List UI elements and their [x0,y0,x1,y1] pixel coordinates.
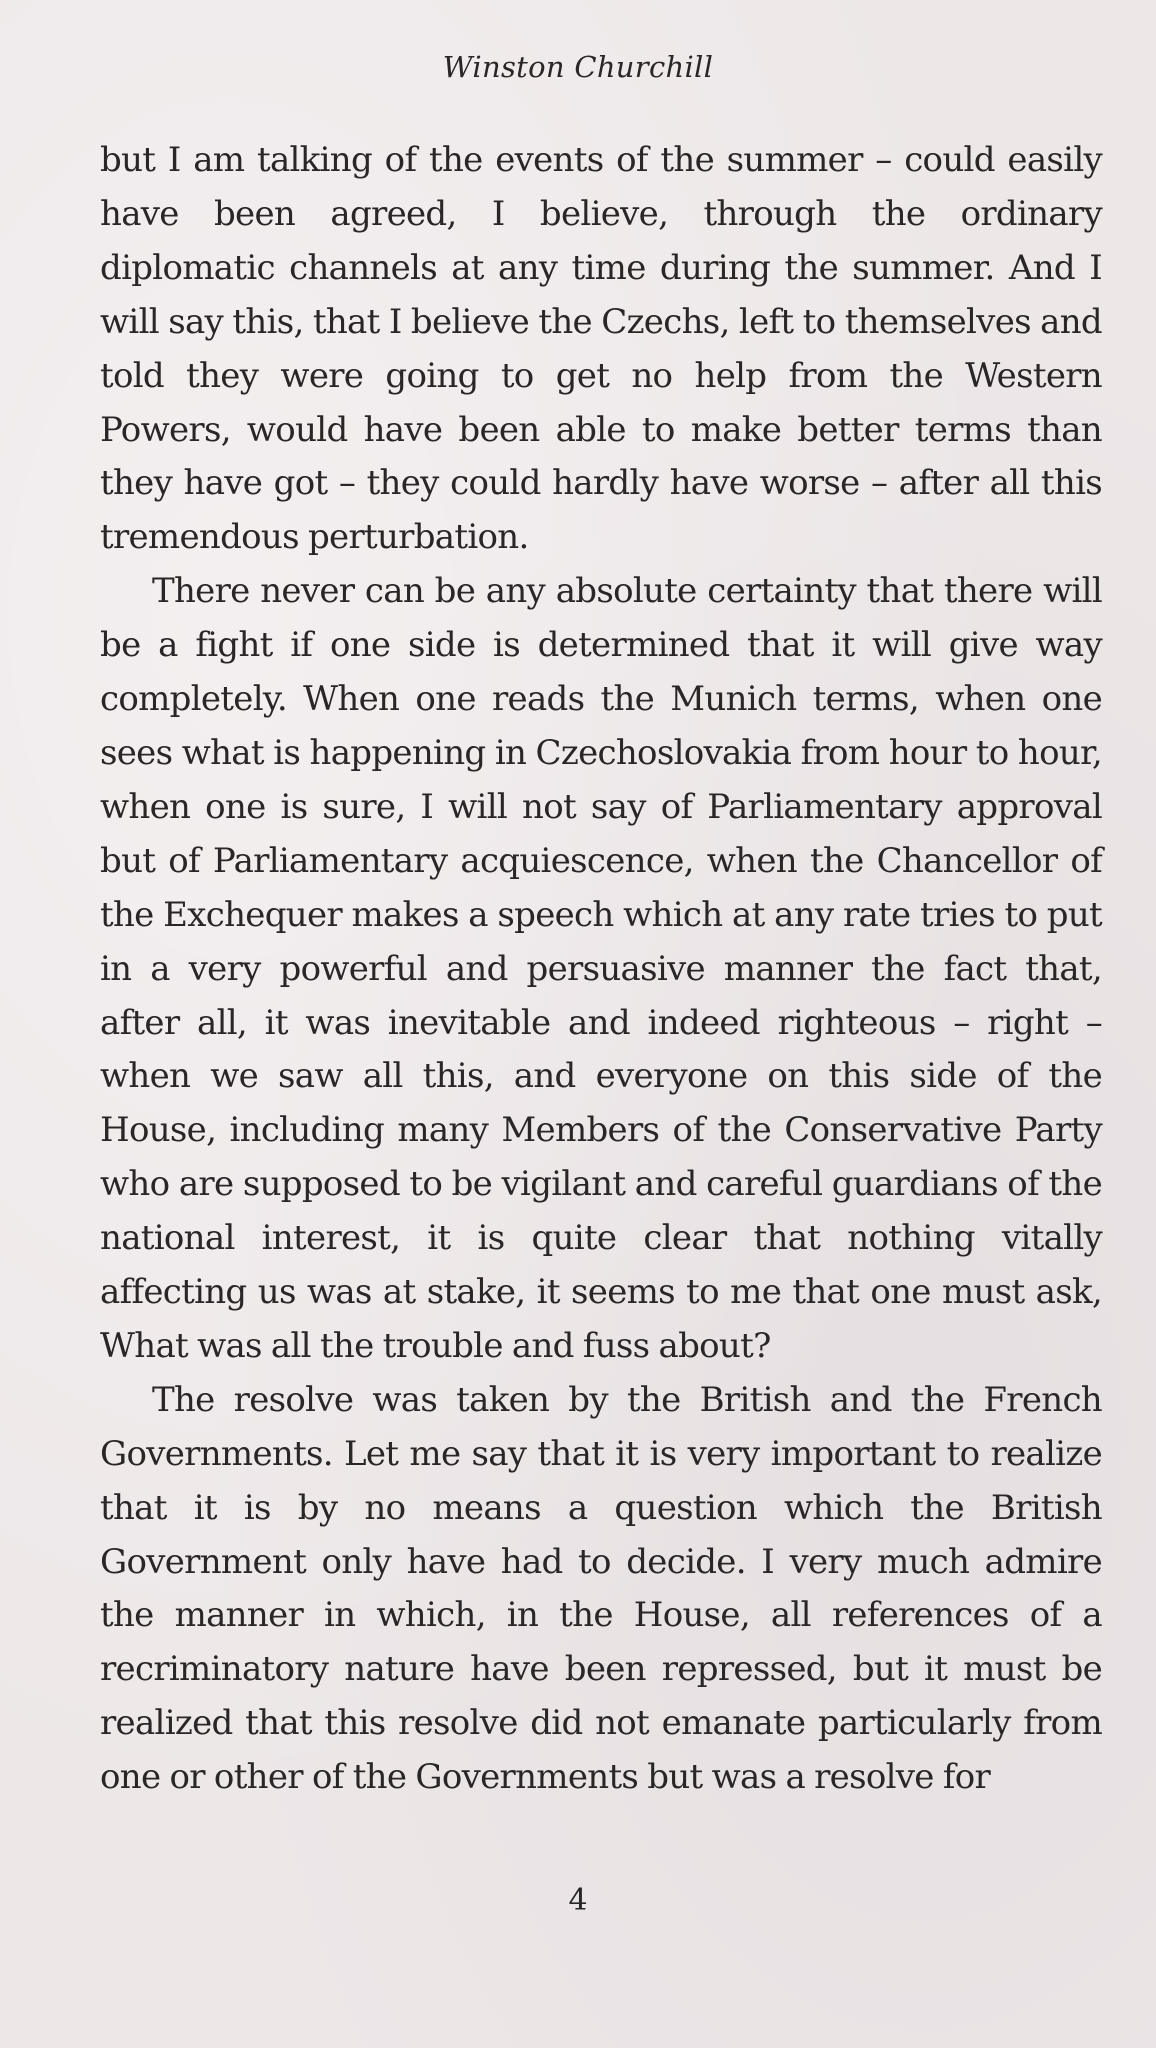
page-number: 4 [568,1883,588,1918]
paragraph: There never can be any absolute certainty that there will be a fight if one side is determined that it will give way completely. When one reads the Munich terms, when one sees what is happening in Czechoslovakia from hour to hour, when one is sure, I will not say of Parliamentary approval but of Parliamentary acquiescence, when the Chancellor of the Exchequer makes a speech which at any rate tries to put in a very powerful and persuasive manner the fact that, after all, it was inevitable and indeed righteous – right – when we saw all this, and everyone on this side of the House, including many Members of the Conservative Party who are supposed to be vigilant and careful guardians of the national interest, it is quite clear that nothing vitally affecting us was at stake, it seems to me that one must ask, What was all the trouble and fuss about? [100,571,1102,1366]
running-head: Winston Churchill [442,50,714,84]
paragraph: The resolve was taken by the British and the French Governments. Let me say that it is very important to realize that it is by no means a question which the British Government only have had to decide. I very much admire the manner in which, in the House, all references of a recriminatory nature have been repressed, but it must be realized that this resolve did not emanate particularly from one or other of the Governments but was a resolve for [100,1379,1102,1798]
body-text [100,134,1102,1805]
paragraph: but I am talking of the events of the summer – could easily have been agreed, I believe, through the ordinary diplomatic channels at any time during the summer. And I will say this, that I believe the Czechs, left to themselves and told they were going to get no help from the Western Powers, would have been able to make better terms than they have got – they could hardly have worse – after all this tremendous perturbation. [100,140,1102,558]
